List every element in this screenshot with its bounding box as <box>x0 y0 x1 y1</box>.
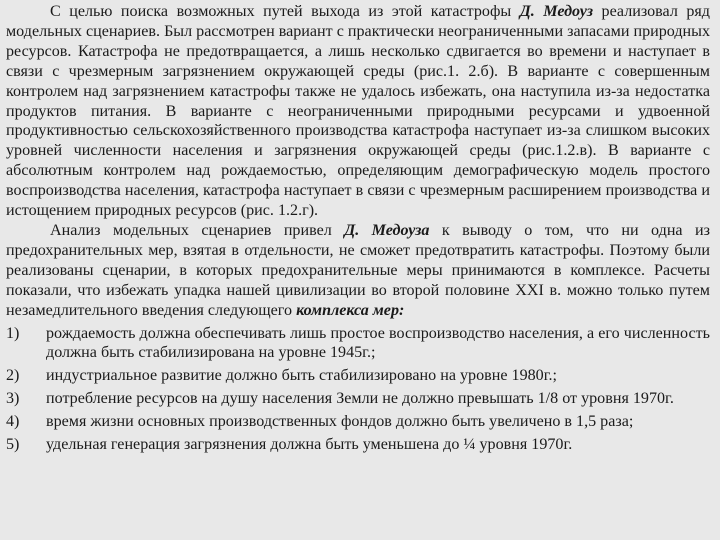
list-item <box>6 366 710 386</box>
list-item <box>6 389 710 409</box>
list-item-text: индустриальное развитие должно быть стабилизировано на уровне 1980г.; <box>46 367 557 385</box>
paragraph-analysis <box>6 221 710 321</box>
list-item <box>6 435 710 455</box>
paragraph-2-text-before: Анализ модельных сценариев привел <box>50 221 345 239</box>
list-item-text: время жизни основных производственных фондов должно быть увеличено в 1,5 раза; <box>46 413 634 431</box>
document-page <box>6 2 710 455</box>
paragraph-2-text-middle: к выводу о том, что ни одна из предохранительных мер, взятая в отдельности, не сможет предотвратить катастрофы. Поэтому были реализованы сценарии, в которых предохранительные меры принимаются в комплексе. Расчеты показали, что избежать упадка нашей цивилизации во второй половине XXI в. можно только путем незамедлительного введения следующего <box>6 221 710 319</box>
list-item-text: удельная генерация загрязнения должна быть уменьшена до ¼ уровня 1970г. <box>46 436 573 454</box>
measures-complex-heading: комплекса мер: <box>296 301 405 319</box>
list-item-text: потребление ресурсов на душу населения Земли не должно превышать 1/8 от уровня 1970г. <box>46 390 674 408</box>
list-item <box>6 412 710 432</box>
list-item <box>6 324 710 364</box>
list-item-number: 4) <box>6 413 20 431</box>
paragraph-1-text-after: реализовал ряд модельных сценариев. Был рассмотрен вариант с практически неограниченными запасами природных ресурсов. Катастрофа не предотвращается, а лишь несколько сдвигается во времени и наступает в связи с чрезмерным загрязнением окружающей среды (рис.1. 2.б). В варианте с совершенным контролем над загрязнением катастрофы также не удалось избежать, она наступила из-за недостатка продуктов питания. В варианте с неограниченными природными ресурсами и удвоенной продуктивностью сельскохозяйственного производства катастрофа наступает из-за слишком высоких уровней численности населения и загрязнения окружающей среды (рис.1.2.в). В варианте с абсолютным контролем над рождаемостью, определяющим демографическую модель простого воспроизводства населения, катастрофа наступает в связи с чрезмерным расширением производства и истощением природных ресурсов (рис. 1.2.г). <box>6 3 711 220</box>
author-name-genitive: Д. Медоуза <box>344 221 430 239</box>
list-item-text: рождаемость должна обеспечивать лишь простое воспроизводство населения, а его численность должна быть стабилизирована на уровне 1945г.; <box>46 324 710 362</box>
paragraph-scenarios <box>6 2 710 221</box>
list-item-number: 2) <box>6 367 20 385</box>
list-item-number: 3) <box>6 390 20 408</box>
measures-list <box>6 324 710 455</box>
list-item-number: 5) <box>6 436 20 454</box>
paragraph-1-text-before: С целью поиска возможных путей выхода из этой катастрофы <box>50 3 520 20</box>
list-item-number: 1) <box>6 324 20 342</box>
author-name: Д. Медоуз <box>519 3 593 20</box>
